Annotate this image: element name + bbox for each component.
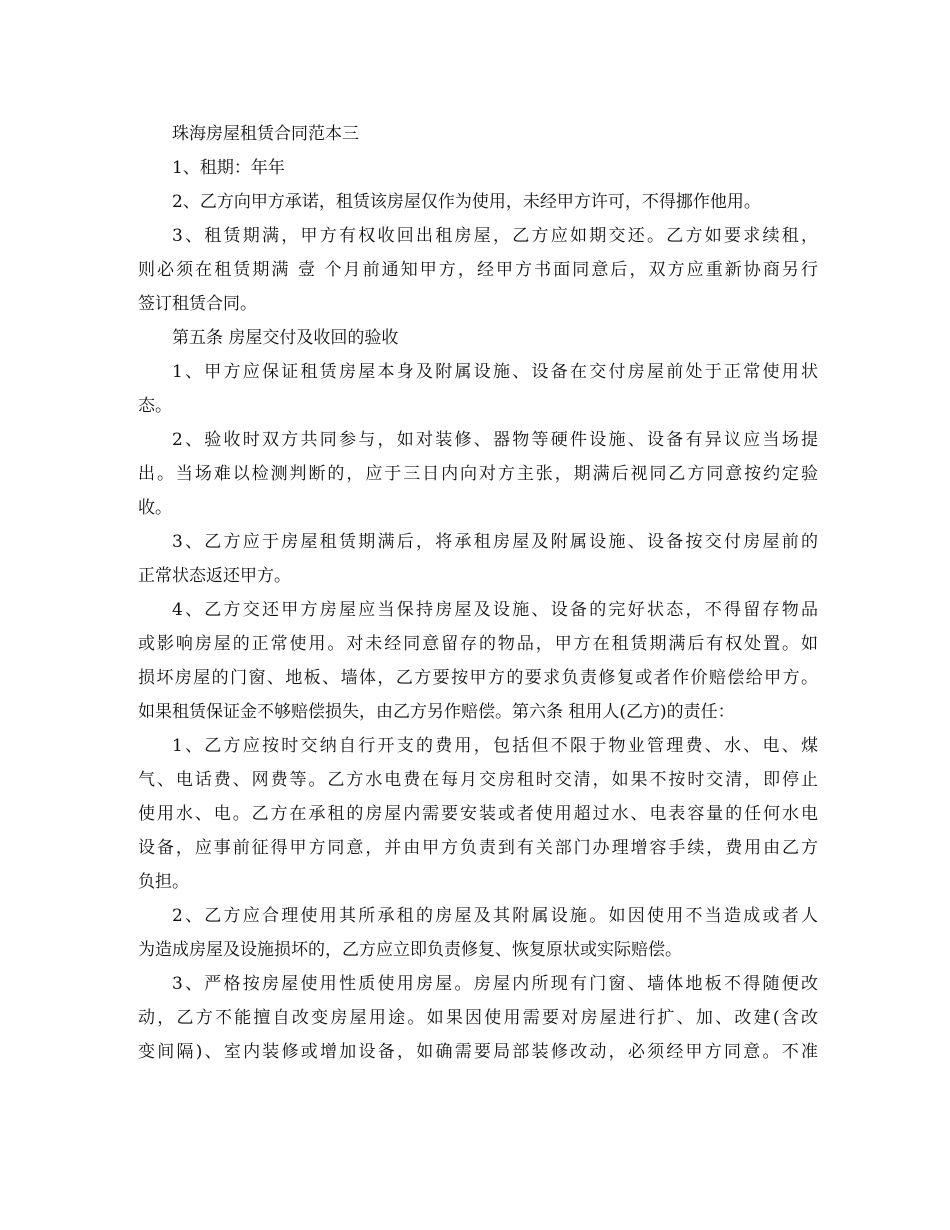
- text-line: 使用水、电。乙方在承租的房屋内需要安装或者使用超过水、电表容量的任何水电: [138, 804, 818, 824]
- text-line: 正常状态返还甲方。: [138, 566, 291, 586]
- text-line: 1、租期：年年: [172, 158, 285, 178]
- text-line: 3、严格按房屋使用性质使用房屋。房屋内所现有门窗、墙体地板不得随便改: [172, 974, 818, 994]
- text-line: 签订租赁合同。: [138, 294, 257, 314]
- paragraph: [138, 899, 818, 967]
- text-line: 态。: [138, 396, 172, 416]
- paragraph: [138, 593, 818, 729]
- text-line: 收。: [138, 498, 172, 518]
- text-line: 1、甲方应保证租赁房屋本身及附属设施、设备在交付房屋前处于正常使用状: [172, 362, 818, 382]
- text-line: 设备，应事前征得甲方同意，并由甲方负责到有关部门办理增容手续，费用由乙方: [138, 838, 818, 858]
- paragraph: [138, 729, 818, 899]
- text-line: 气、电话费、网费等。乙方水电费在每月交房租时交清，如果不按时交清，即停止: [138, 770, 818, 790]
- paragraph: [138, 967, 818, 1069]
- text-line: 第五条 房屋交付及收回的验收: [172, 328, 399, 348]
- paragraph-title: [138, 117, 818, 151]
- text-line: 损坏房屋的门窗、地板、墙体，乙方要按甲方的要求负责修复或者作价赔偿给甲方。: [138, 668, 818, 688]
- paragraph: [138, 219, 818, 321]
- section-heading: [138, 321, 818, 355]
- paragraph: [138, 151, 818, 185]
- text-line: 2、乙方向甲方承诺，租赁该房屋仅作为使用，未经甲方许可，不得挪作他用。: [172, 192, 761, 212]
- text-line: 负担。: [138, 872, 189, 892]
- text-line: 3、租赁期满，甲方有权收回出租房屋，乙方应如期交还。乙方如要求续租，: [172, 226, 818, 246]
- paragraph: [138, 185, 818, 219]
- text-line: 动，乙方不能擅自改变房屋用途。如果因使用需要对房屋进行扩、加、改建(含改: [138, 1008, 818, 1028]
- text-line: 2、乙方应合理使用其所承租的房屋及其附属设施。如因使用不当造成或者人: [172, 906, 818, 926]
- paragraph: [138, 525, 818, 593]
- paragraph: [138, 355, 818, 423]
- text-line: 为造成房屋及设施损坏的，乙方应立即负责修复、恢复原状或实际赔偿。: [138, 940, 682, 960]
- text-line: 变间隔)、室内装修或增加设备，如确需要局部装修改动，必须经甲方同意。不准: [138, 1042, 818, 1062]
- text-line: 出。当场难以检测判断的，应于三日内向对方主张，期满后视同乙方同意按约定验: [138, 464, 818, 484]
- text-line: 如果租赁保证金不够赔偿损失，由乙方另作赔偿。第六条 租用人(乙方)的责任：: [138, 702, 735, 722]
- text-line: 2、验收时双方共同参与，如对装修、器物等硬件设施、设备有异议应当场提: [172, 430, 818, 450]
- text-line: 或影响房屋的正常使用。对未经同意留存的物品，甲方在租赁期满后有权处置。如: [138, 634, 818, 654]
- text-line: 3、乙方应于房屋租赁期满后，将承租房屋及附属设施、设备按交付房屋前的: [172, 532, 818, 552]
- text-line: 1、乙方应按时交纳自行开支的费用，包括但不限于物业管理费、水、电、煤: [172, 736, 818, 756]
- text-line: 则必须在租赁期满 壹 个月前通知甲方，经甲方书面同意后，双方应重新协商另行: [138, 260, 818, 280]
- text-line: 4、乙方交还甲方房屋应当保持房屋及设施、设备的完好状态，不得留存物品: [172, 600, 818, 620]
- text-line: 珠海房屋租赁合同范本三: [172, 124, 359, 144]
- document-body: [138, 117, 818, 1069]
- paragraph: [138, 423, 818, 525]
